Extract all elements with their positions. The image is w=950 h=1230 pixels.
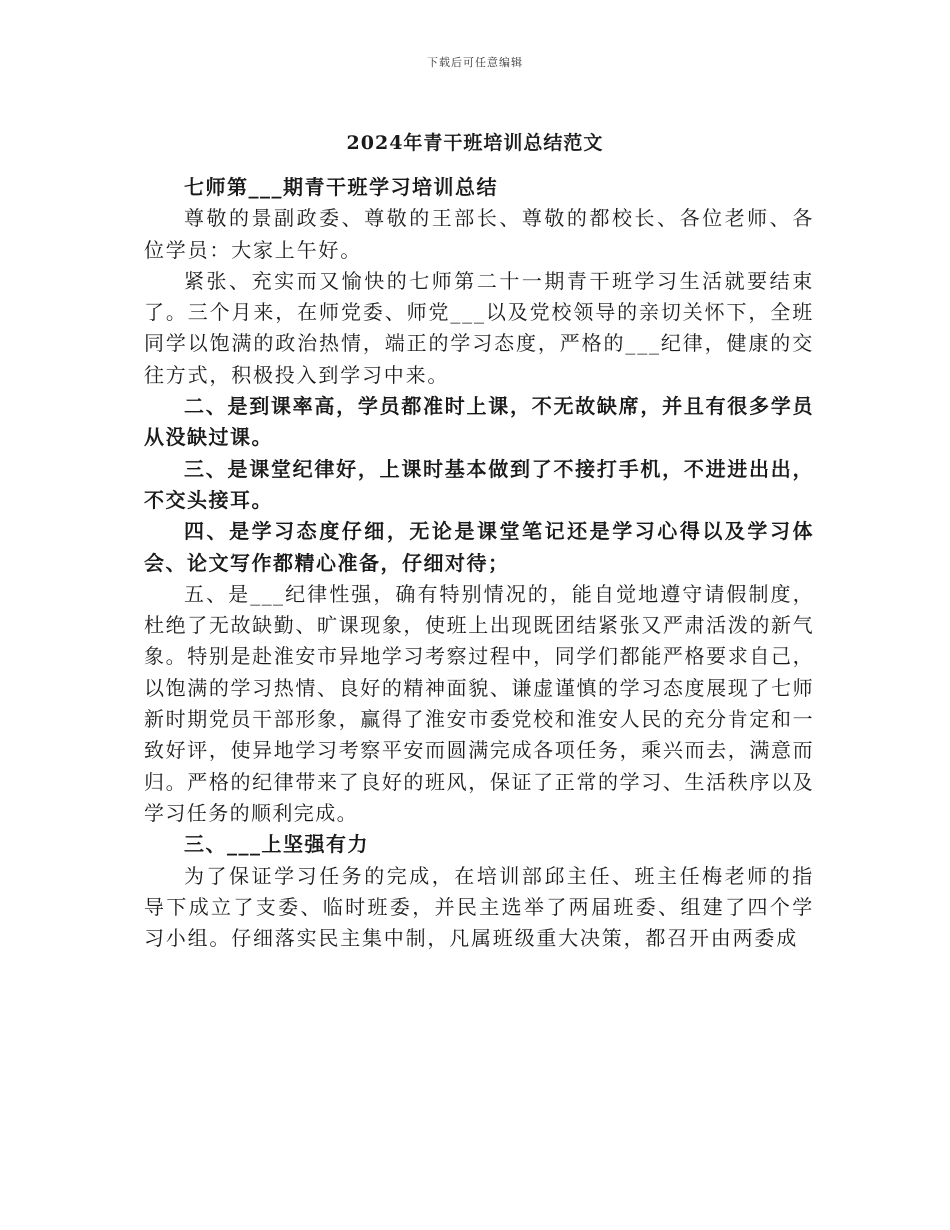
- point-three-paragraph: 三、是课堂纪律好，上课时基本做到了不接打手机，不进进出出，不交头接耳。: [144, 456, 814, 512]
- intro-paragraph: 紧张、充实而又愉快的七师第二十一期青干班学习生活就要结束了。三个月来，在师党委、师党___以及党校领导的亲切关怀下，全班同学以饱满的政治热情，端正的学习态度，严格的___纪律，健康的交往方式，积极投入到学习中来。: [144, 268, 814, 387]
- point-four-paragraph: 四、是学习态度仔细，无论是课堂笔记还是学习心得以及学习体会、论文写作都精心准备，仔细对待；: [144, 519, 814, 575]
- organization-paragraph: 为了保证学习任务的完成，在培训部邱主任、班主任梅老师的指导下成立了支委、临时班委，并民主选举了两届班委、组建了四个学习小组。仔细落实民主集中制，凡属班级重大决策，都召开由两委成: [144, 863, 814, 951]
- subtitle-paragraph: 七师第___期青干班学习培训总结: [184, 175, 498, 199]
- document-body: [144, 172, 814, 954]
- point-five-paragraph: 五、是___纪律性强，确有特别情况的，能自觉地遵守请假制度，杜绝了无故缺勤、旷课现象，使班上出现既团结紧张又严肃活泼的新气象。特别是赴淮安市异地学习考察过程中，同学们都能严格要求自己，以饱满的学习热情、良好的精神面貌、谦虚谨慎的学习态度展现了七师新时期党员干部形象，赢得了淮安市委党校和淮安人民的充分肯定和一致好评，使异地学习考察平安而圆满完成各项任务，乘兴而去，满意而归。严格的纪律带来了良好的班风，保证了正常的学习、生活秩序以及学习任务的顺利完成。: [144, 581, 814, 825]
- header-note: 下载后可任意编辑: [427, 56, 523, 69]
- point-two-paragraph: 二、是到课率高，学员都准时上课，不无故缺席，并且有很多学员从没缺过课。: [144, 394, 814, 450]
- document-title: 2024年青干班培训总结范文: [346, 132, 604, 154]
- greeting-paragraph: 尊敬的景副政委、尊敬的王部长、尊敬的都校长、各位老师、各位学员：大家上午好。: [144, 206, 814, 262]
- section-three-heading: 三、___上坚强有力: [184, 832, 369, 857]
